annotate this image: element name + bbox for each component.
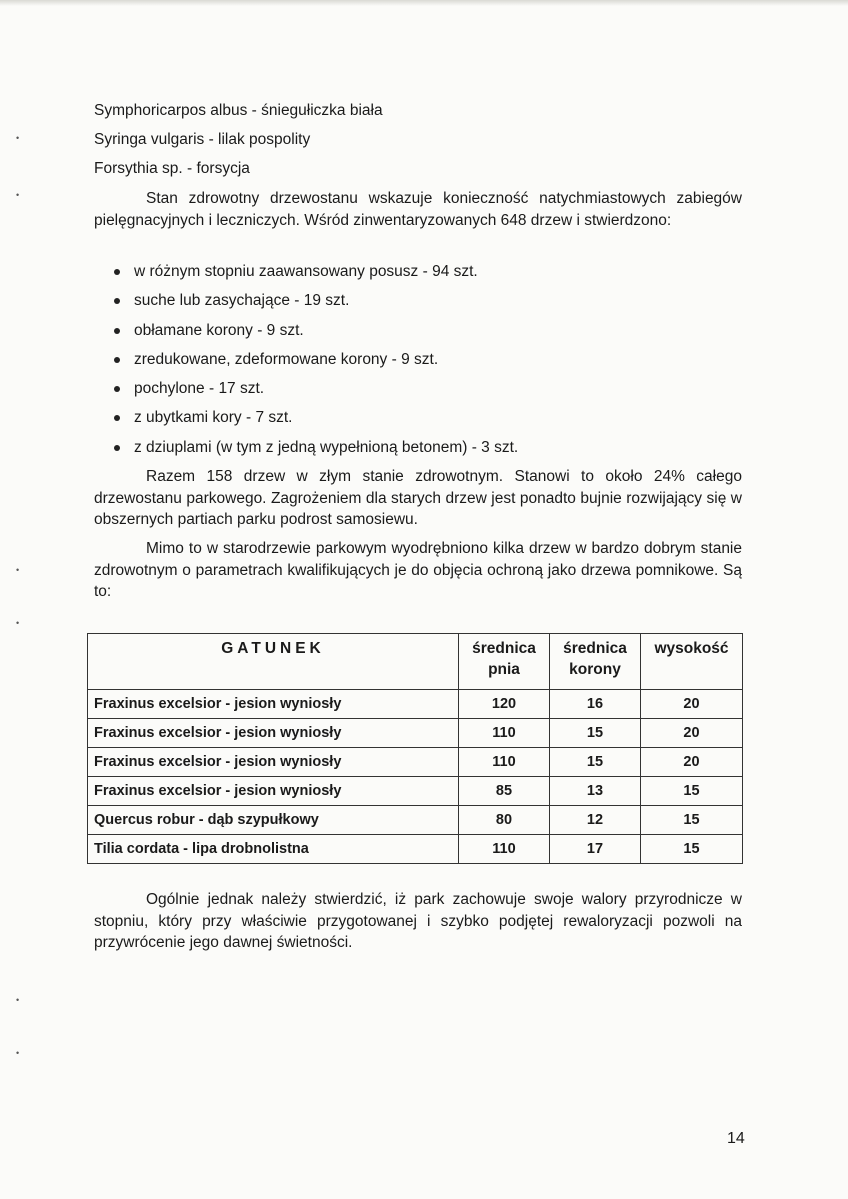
table-row (88, 777, 743, 806)
cell-crown: 13 (550, 777, 641, 806)
scan-shadow (0, 0, 848, 6)
list-item: suche lub zasychające - 19 szt. (112, 290, 518, 319)
header-crown-diameter: średnica korony (550, 634, 641, 690)
bullet-icon (114, 445, 120, 451)
monument-trees-table (87, 633, 743, 864)
cell-crown: 17 (550, 835, 641, 864)
bullet-icon (114, 328, 120, 334)
cell-species: Fraxinus excelsior - jesion wyniosły (88, 690, 459, 719)
scan-speck: • (16, 618, 20, 628)
table-row (88, 835, 743, 864)
species-line-1: Symphoricarpos albus - śniegułiczka biała (94, 102, 383, 119)
cell-trunk: 110 (459, 719, 550, 748)
scan-speck: • (16, 565, 20, 575)
damage-list (112, 261, 518, 466)
cell-crown: 15 (550, 748, 641, 777)
cell-crown: 12 (550, 806, 641, 835)
cell-trunk: 110 (459, 748, 550, 777)
species-line-2: Syringa vulgaris - lilak pospolity (94, 131, 311, 148)
cell-trunk: 80 (459, 806, 550, 835)
table-row (88, 806, 743, 835)
health-paragraph: Stan zdrowotny drzewostanu wskazuje konieczność natychmiastowych zabiegów pielęgnacyjnych i leczniczych. Wśród zinwentaryzowanych 648 drzew i stwierdzono: (94, 190, 742, 229)
list-item: w różnym stopniu zaawansowany posusz - 94 szt. (112, 261, 518, 290)
cell-trunk: 120 (459, 690, 550, 719)
cell-height: 20 (641, 748, 743, 777)
table-header-row (88, 634, 743, 690)
cell-trunk: 110 (459, 835, 550, 864)
table-row (88, 748, 743, 777)
list-item: z ubytkami kory - 7 szt. (112, 407, 518, 436)
cell-trunk: 85 (459, 777, 550, 806)
scan-speck: • (16, 190, 20, 200)
scan-speck: • (16, 995, 20, 1005)
cell-crown: 15 (550, 719, 641, 748)
cell-height: 15 (641, 777, 743, 806)
page-number: 14 (727, 1130, 745, 1147)
species-line-3: Forsythia sp. - forsycja (94, 160, 250, 177)
bullet-icon (114, 298, 120, 304)
cell-species: Fraxinus excelsior - jesion wyniosły (88, 748, 459, 777)
table-row (88, 719, 743, 748)
scan-speck: • (16, 133, 20, 143)
list-item: pochylone - 17 szt. (112, 378, 518, 407)
list-item: obłamane korony - 9 szt. (112, 320, 518, 349)
bullet-icon (114, 415, 120, 421)
conclusion-paragraph: Ogólnie jednak należy stwierdzić, iż park zachowuje swoje walory przyrodnicze w stopniu, który przy właściwie przygotowanej i szybko podjętej rewaloryzacji pozwoli na przywrócenie jego dawnej świetności. (94, 891, 742, 951)
cell-height: 20 (641, 719, 743, 748)
bullet-icon (114, 357, 120, 363)
header-species: GATUNEK (88, 634, 459, 690)
scan-speck: • (16, 1048, 20, 1058)
header-trunk-diameter: średnica pnia (459, 634, 550, 690)
cell-species: Quercus robur - dąb szypułkowy (88, 806, 459, 835)
header-height: wysokość (641, 634, 743, 690)
cell-crown: 16 (550, 690, 641, 719)
cell-height: 20 (641, 690, 743, 719)
cell-species: Fraxinus excelsior - jesion wyniosły (88, 719, 459, 748)
monuments-paragraph: Mimo to w starodrzewie parkowym wyodrębniono kilka drzew w bardzo dobrym stanie zdrowotnym o parametrach kwalifikujących je do objęcia ochroną jako drzewa pomnikowe. Są to: (94, 540, 742, 600)
table-row (88, 690, 743, 719)
cell-species: Fraxinus excelsior - jesion wyniosły (88, 777, 459, 806)
cell-height: 15 (641, 806, 743, 835)
list-item: z dziuplami (w tym z jedną wypełnioną betonem) - 3 szt. (112, 437, 518, 466)
bullet-icon (114, 269, 120, 275)
cell-species: Tilia cordata - lipa drobnolistna (88, 835, 459, 864)
bullet-icon (114, 386, 120, 392)
list-item: zredukowane, zdeformowane korony - 9 szt. (112, 349, 518, 378)
cell-height: 15 (641, 835, 743, 864)
total-paragraph: Razem 158 drzew w złym stanie zdrowotnym. Stanowi to około 24% całego drzewostanu parkowego. Zagrożeniem dla starych drzew jest ponadto bujnie rozwijający się w obszernych partiach parku podrost samosiewu. (94, 468, 742, 528)
